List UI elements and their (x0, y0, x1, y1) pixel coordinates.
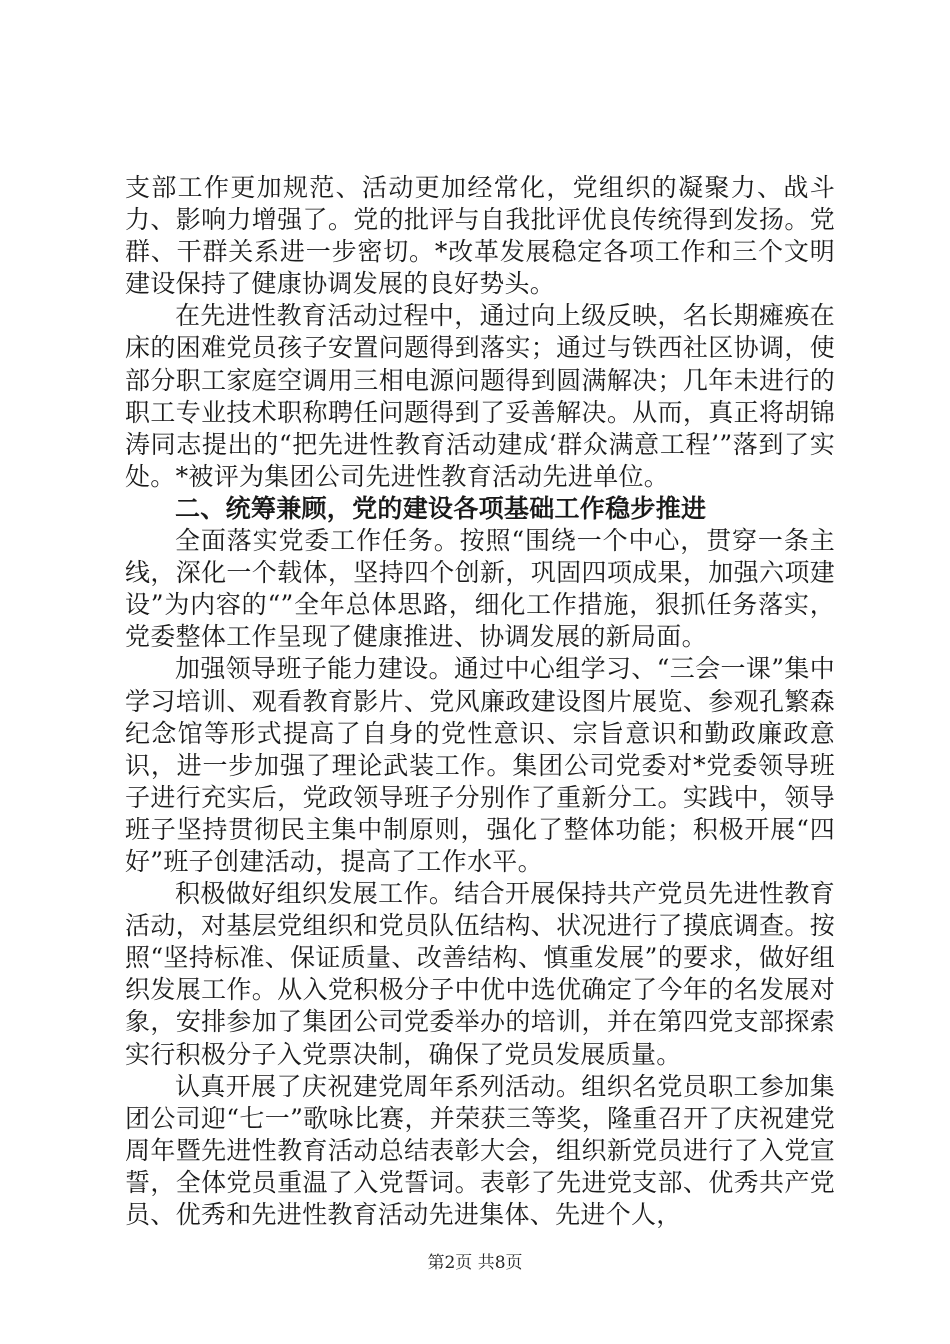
paragraph-organization-development: 积极做好组织发展工作。结合开展保持共产党员先进性教育活动，对基层党组织和党员队伍结构、状况进行了摸底调查。按照“坚持标准、保证质量、改善结构、慎重发展”的要求，做好组织发展工作。从入党积极分子中优中选优确定了今年的名发展对象，安排参加了集团公司党委举办的培训，并在第四党支部探索实行积极分子入党票决制，确保了党员发展质量。 (125, 879, 835, 1069)
page-footer: 第2页 共8页 (427, 1253, 523, 1273)
paragraph-anniversary: 认真开展了庆祝建党周年系列活动。组织名党员职工参加集团公司迎“七一”歌咏比赛，并荣获三等奖，隆重召开了庆祝建党周年暨先进性教育活动总结表彰大会，组织新党员进行了入党宣誓，全体党员重温了入党誓词。表彰了先进党支部、优秀共产党员、优秀和先进性教育活动先进集体、先进个人， (125, 1071, 835, 1229)
paragraph-party-tasks: 全面落实党委工作任务。按照“围绕一个中心，贯穿一条主线，深化一个载体，坚持四个创新，巩固四项成果，加强六项建设”为内容的“”全年总体思路，细化工作措施，狠抓任务落实，党委整体工作呈现了健康推进、协调发展的新局面。 (125, 526, 835, 652)
paragraph-advanced-education: 在先进性教育活动过程中，通过向上级反映，名长期瘫痪在床的困难党员孩子安置问题得到落实；通过与铁西社区协调，使部分职工家庭空调用三相电源问题得到圆满解决；几年未进行的职工专业技术职称聘任问题得到了妥善解决。从而，真正将胡锦涛同志提出的“把先进性教育活动建成‘群众满意工程’”落到了实处。*被评为集团公司先进性教育活动先进单位。 (125, 301, 835, 491)
section-heading: 二、统筹兼顾，党的建设各项基础工作稳步推进 (175, 493, 707, 523)
paragraph-continuation: 支部工作更加规范、活动更加经常化，党组织的凝聚力、战斗力、影响力增强了。党的批评与自我批评优良传统得到发扬。党群、干群关系进一步密切。*改革发展稳定各项工作和三个文明建设保持了健康协调发展的良好势头。 (125, 173, 835, 299)
document-body (125, 172, 835, 1231)
paragraph-leadership: 加强领导班子能力建设。通过中心组学习、“三会一课”集中学习培训、观看教育影片、党风廉政建设图片展览、参观孔繁森纪念馆等形式提高了自身的党性意识、宗旨意识和勤政廉政意识，进一步加强了理论武装工作。集团公司党委对*党委领导班子进行充实后，党政领导班子分别作了重新分工。实践中，领导班子坚持贯彻民主集中制原则，强化了整体功能；积极开展“四好”班子创建活动，提高了工作水平。 (125, 654, 835, 876)
